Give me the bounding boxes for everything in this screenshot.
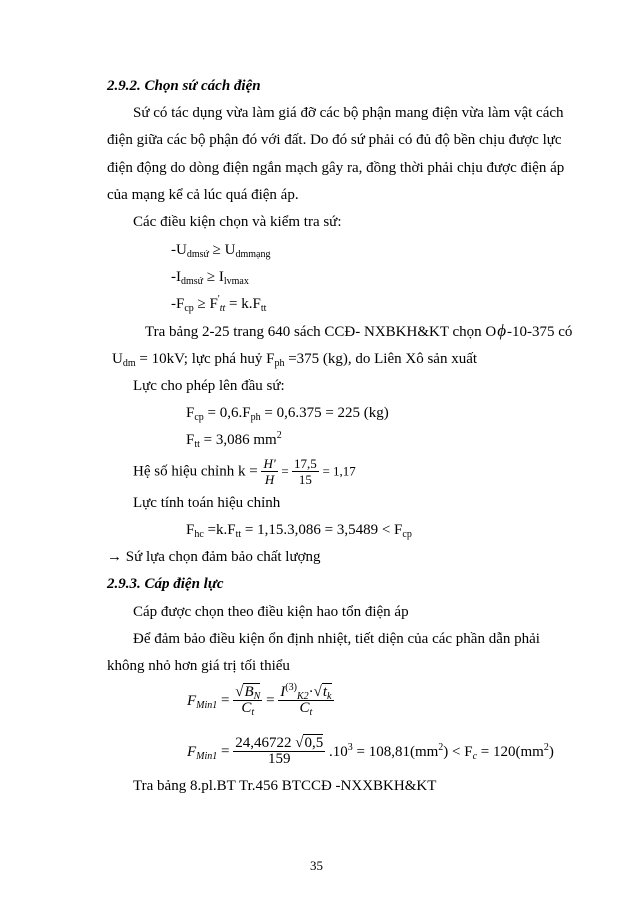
condition-voltage: $-U_{dmsứ} \ge U_{dmmạng}$ xyxy=(171,242,271,260)
formula-fmin-1: $F_{Min1}$ = $\frac{√B_N}{C_t}$ = $\frac{I^{(3)}_{K2}\cdot√t_k}{C_t}$ xyxy=(187,682,332,719)
fraction-ik-ct: $\frac{I^{(3)}_{K2}\cdot√t_k}{C_t}$ xyxy=(280,682,332,719)
fhc-equation: $F_{hc} =k.F_{tt} = 1,15.3,086 = 3,5489 < F_{cp}$ xyxy=(186,522,412,540)
lookup-line-2: $U_{dm} = 10kV$; lực phá huỷ $F_{ph} =375$ (kg), do Liên Xô sản xuất xyxy=(112,351,478,369)
page-number: 35 xyxy=(310,858,323,873)
allowed-force-title: Lực cho phép lên đầu sứ: xyxy=(133,378,285,394)
fcp-equation: $F_{cp} = 0,6.F_{ph} = 0,6.375 = 225$ (kg) xyxy=(186,405,389,423)
fraction-numeric: $\frac{24,46722 √0,5}{159}$ xyxy=(235,735,324,768)
fraction-bn-ct: $\frac{√B_N}{C_t}$ xyxy=(235,684,261,719)
conditions-intro: Các điều kiện chọn và kiểm tra sứ: xyxy=(133,214,342,230)
lookup-line: Tra bảng 2-25 trang 640 sách CCĐ- NXBKH&KT chọn Oϕ-10-375 có xyxy=(145,321,573,340)
formula-fmin-2: $F_{Min1}$ = $\frac{24,46722 √0,5}{159}$ $.10^3 = 108,81(mm^2) < F_c = 120(mm^2)$ xyxy=(187,735,554,768)
calc-title: Lực tính toán hiệu chỉnh xyxy=(133,495,281,511)
paragraph-line: của mạng kể cả lúc quá điện áp. xyxy=(107,187,299,203)
section-heading-2-9-2: 2.9.2. Chọn sứ cách điện xyxy=(107,78,261,94)
paragraph-line: Cáp được chọn theo điều kiện hao tổn điện áp xyxy=(133,604,409,620)
paragraph-line: không nhỏ hơn giá trị tối thiểu xyxy=(107,658,290,674)
paragraph-line: điện giữa các bộ phận đó với đất. Do đó sứ phải có đủ độ bền chịu được lực xyxy=(107,132,562,148)
fraction-h: $\frac{H'}{H}$ xyxy=(263,456,276,488)
condition-force: $-F_{cp} \ge F'_{tt} = k.F_{tt}$ xyxy=(171,294,267,314)
final-line: Tra bảng 8.pl.BT Tr.456 BTCCĐ -NXXBKH&KT xyxy=(133,778,437,794)
paragraph-line: điện động do dòng điện ngắn mạch gây ra, đồng thời phải chịu được điện áp xyxy=(107,160,565,176)
conclusion: → Sứ lựa chọn đảm bảo chất lượng xyxy=(107,549,321,565)
fraction-values: $\frac{17,5}{15}$ xyxy=(293,456,317,488)
paragraph-line: Để đảm bảo điều kiện ổn định nhiệt, tiết diện của các phần dẫn phải xyxy=(133,631,540,647)
condition-current: $-I_{dmsứ} \ge I_{lvmax}$ xyxy=(171,269,249,287)
ftt-equation: $F_{tt} = 3,086$ $mm^2$ xyxy=(186,430,282,450)
correction-factor-line: Hệ số hiệu chỉnh k = $\frac{H'}{H}$ = $\frac{17,5}{15}$ = 1,17 xyxy=(133,456,356,488)
section-heading-2-9-3: 2.9.3. Cáp điện lực xyxy=(107,576,224,592)
phi-symbol: ϕ xyxy=(497,321,507,340)
paragraph-line: Sứ có tác dụng vừa làm giá đỡ các bộ phận mang điện vừa làm vật cách xyxy=(133,105,564,121)
